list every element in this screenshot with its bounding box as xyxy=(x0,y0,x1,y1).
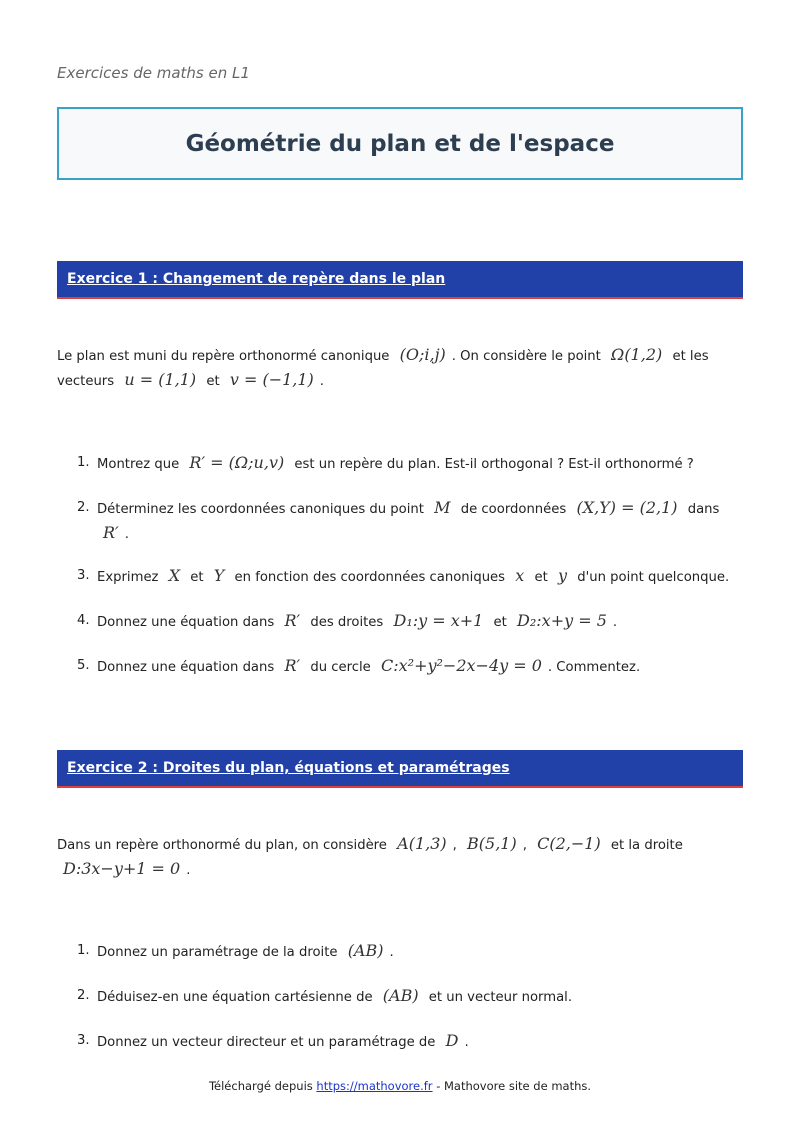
list-item xyxy=(57,496,747,546)
text: . xyxy=(464,1035,469,1050)
list-item xyxy=(57,451,747,476)
text: Donnez une équation dans xyxy=(97,660,275,675)
math-point-b: B(5,1) xyxy=(467,834,517,853)
math-repere-prime: R′ xyxy=(284,611,301,630)
text: en fonction des coordonnées canoniques xyxy=(234,570,506,585)
text: dans xyxy=(687,502,720,517)
math-xy: (X,Y) = (2,1) xyxy=(576,498,678,517)
math-vector-v: v = (−1,1) xyxy=(229,370,314,389)
text: Donnez une équation dans xyxy=(97,615,275,630)
text: et xyxy=(190,570,204,585)
text: , xyxy=(452,838,457,853)
math-vector-u: u = (1,1) xyxy=(124,370,197,389)
exercise-2-intro xyxy=(57,832,747,882)
text: . Commentez. xyxy=(547,660,641,675)
text: . xyxy=(186,863,191,878)
math-circle: C:x²+y²−2x−4y = 0 xyxy=(381,656,542,675)
text: Déduisez-en une équation cartésienne de xyxy=(97,990,373,1005)
math-omega: Ω(1,2) xyxy=(611,345,663,364)
item-number: 3. xyxy=(77,1033,90,1048)
text: Déterminez les coordonnées canoniques du point xyxy=(97,502,424,517)
math-line-d: D:3x−y+1 = 0 xyxy=(63,859,181,878)
item-number: 3. xyxy=(77,568,90,583)
list-item xyxy=(57,984,747,1009)
math-repere-prime: R′ xyxy=(103,523,119,542)
text: . xyxy=(319,374,324,389)
list-item xyxy=(57,939,747,964)
text: Dans un repère orthonormé du plan, on considère xyxy=(57,838,387,853)
text: . On considère le point xyxy=(451,349,601,364)
exercise-1-title: Exercice 1 : Changement de repère dans le plan xyxy=(67,271,446,287)
text: Donnez un paramétrage de la droite xyxy=(97,945,338,960)
text: et xyxy=(534,570,548,585)
text: et xyxy=(493,615,507,630)
list-item xyxy=(57,1029,747,1054)
exercise-1-header xyxy=(57,261,743,299)
text: Montrez que xyxy=(97,457,180,472)
text: . xyxy=(389,945,394,960)
text: et un vecteur normal. xyxy=(428,990,573,1005)
text: de coordonnées xyxy=(460,502,567,517)
title-box xyxy=(57,107,743,180)
text: . xyxy=(612,615,618,630)
math-repere: (O;i,j) xyxy=(399,345,446,364)
math-point-c: C(2,−1) xyxy=(537,834,601,853)
math-x-lower: x xyxy=(515,566,525,585)
text: est un repère du plan. Est-il orthogonal ? Est-il orthonormé ? xyxy=(294,457,694,472)
text: Donnez un vecteur directeur et un paramétrage de xyxy=(97,1035,436,1050)
text: d'un point quelconque. xyxy=(577,570,730,585)
math-point-a: A(1,3) xyxy=(397,834,447,853)
text: et les vecteurs xyxy=(57,349,709,389)
exercise-1-intro xyxy=(57,343,747,393)
item-number: 2. xyxy=(77,500,90,515)
math-repere-prime: R′ xyxy=(284,656,301,675)
footer xyxy=(0,1079,800,1093)
exercise-2-title: Exercice 2 : Droites du plan, équations et paramétrages xyxy=(67,760,510,776)
text: du cercle xyxy=(310,660,371,675)
footer-suffix: - Mathovore site de maths. xyxy=(436,1079,592,1093)
page-subtitle: Exercices de maths en L1 xyxy=(57,64,250,82)
math-line-d1: D₁:y = x+1 xyxy=(393,611,484,630)
math-m: M xyxy=(434,498,451,517)
list-item xyxy=(57,654,747,679)
math-line-d2: D₂:x+y = 5 xyxy=(517,611,607,630)
text: et la droite xyxy=(610,838,683,853)
math-y-upper: Y xyxy=(213,566,225,585)
footer-link[interactable]: https://mathovore.fr xyxy=(316,1079,433,1093)
math-x-upper: X xyxy=(168,566,181,585)
math-repere-prime: R′ = (Ω;u,v) xyxy=(189,453,285,472)
page-title: Géométrie du plan et de l'espace xyxy=(185,130,615,157)
item-number: 1. xyxy=(77,455,90,470)
math-line-ab: (AB) xyxy=(382,986,419,1005)
text: des droites xyxy=(310,615,384,630)
item-number: 4. xyxy=(77,613,90,628)
text: Le plan est muni du repère orthonormé canonique xyxy=(57,349,390,364)
footer-prefix: Téléchargé depuis xyxy=(208,1079,313,1093)
text: et xyxy=(206,374,220,389)
exercise-2-header xyxy=(57,750,743,788)
item-number: 1. xyxy=(77,943,90,958)
math-y-lower: y xyxy=(557,566,568,585)
text: Exprimez xyxy=(97,570,159,585)
text: , xyxy=(522,838,527,853)
text: . xyxy=(124,527,129,542)
item-number: 5. xyxy=(77,658,90,673)
math-line-ab: (AB) xyxy=(347,941,384,960)
item-number: 2. xyxy=(77,988,90,1003)
math-line-d: D xyxy=(445,1031,459,1050)
list-item xyxy=(57,609,747,634)
list-item xyxy=(57,564,747,589)
